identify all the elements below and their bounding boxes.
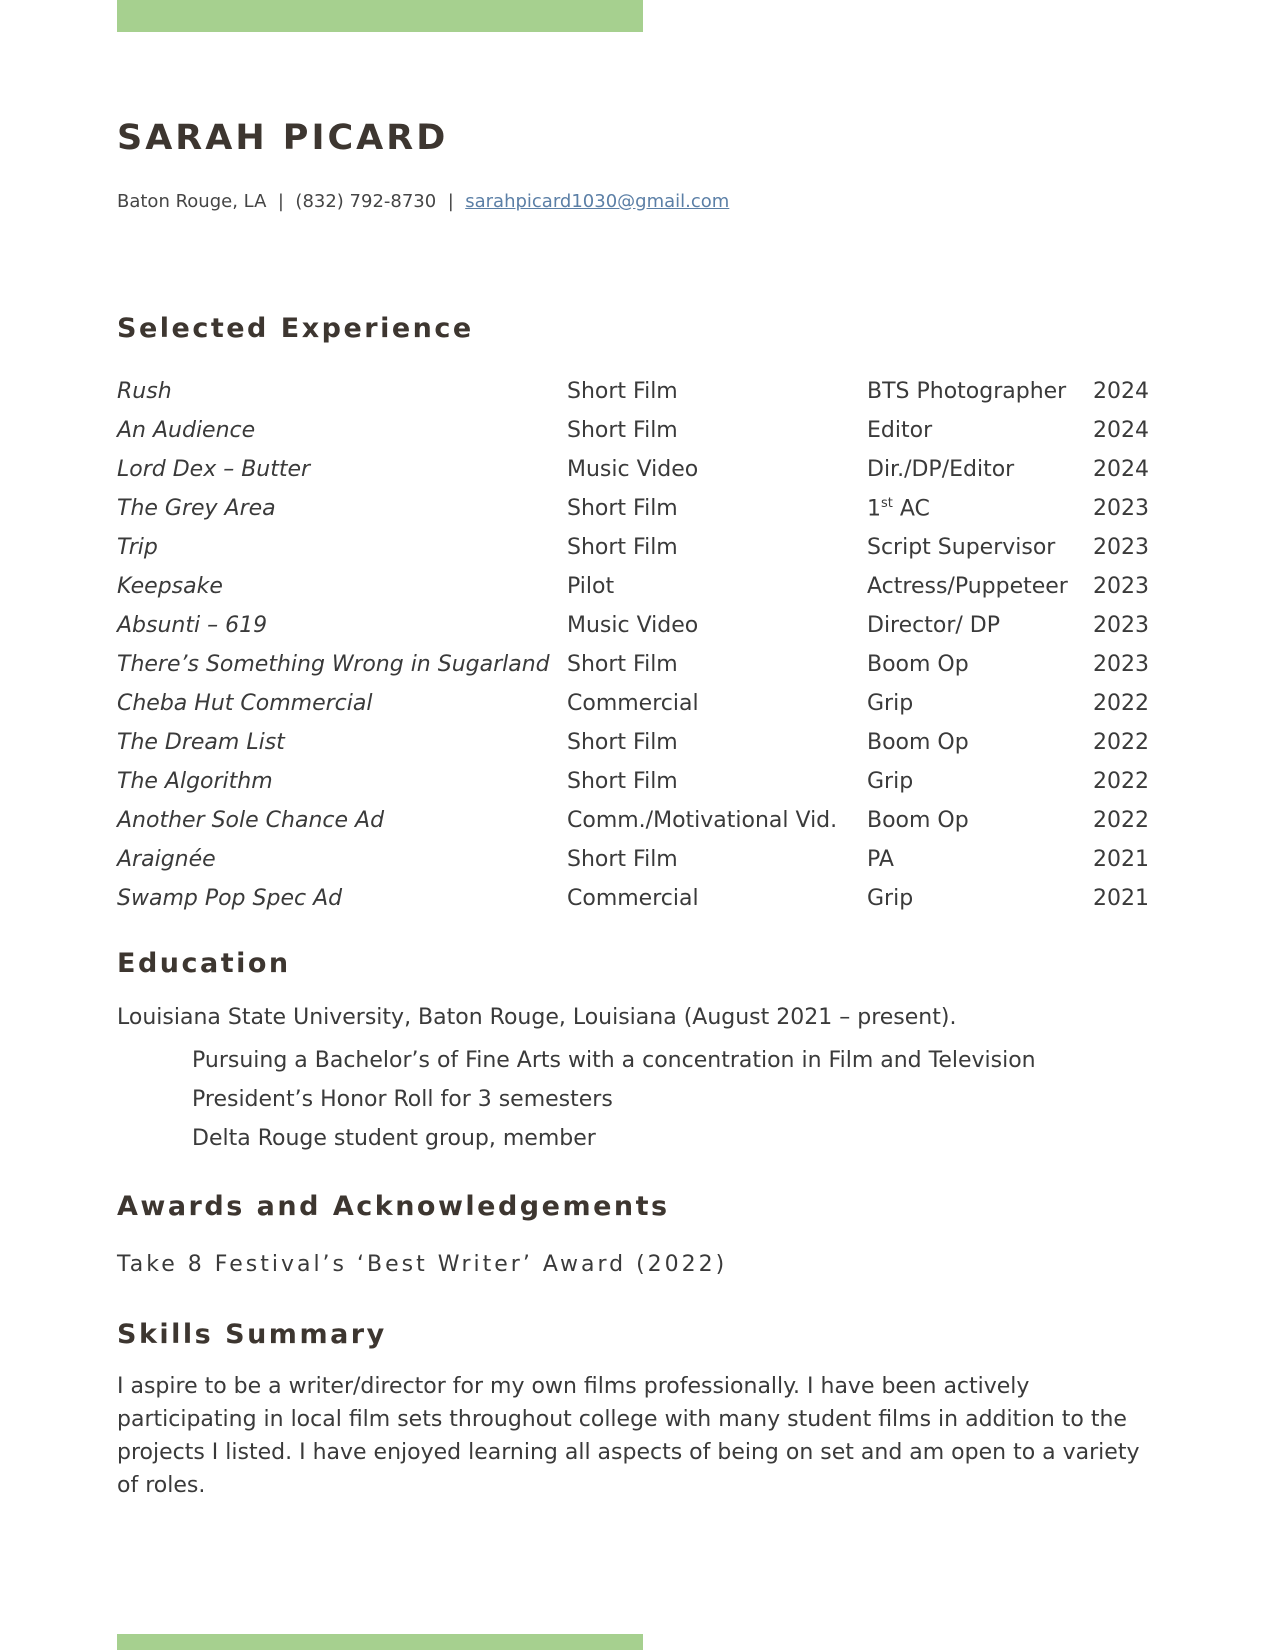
experience-year: 2022 <box>1093 769 1149 794</box>
experience-type: Short Film <box>567 535 678 560</box>
experience-year: 2021 <box>1093 886 1149 911</box>
experience-title: Cheba Hut Commercial <box>117 691 373 716</box>
experience-heading: Selected Experience <box>117 313 474 344</box>
experience-row <box>117 372 1157 411</box>
experience-year: 2024 <box>1093 379 1149 404</box>
contact-email-link[interactable]: sarahpicard1030@gmail.com <box>465 191 730 212</box>
experience-title: There’s Something Wrong in Sugarland <box>117 652 550 677</box>
experience-type: Commercial <box>567 886 699 911</box>
experience-type: Short Film <box>567 847 678 872</box>
experience-type: Short Film <box>567 730 678 755</box>
experience-title: Trip <box>117 535 158 560</box>
experience-year: 2024 <box>1093 457 1149 482</box>
experience-title: An Audience <box>117 418 256 443</box>
resume-name: SARAH PICARD <box>117 118 449 158</box>
experience-year: 2023 <box>1093 652 1149 677</box>
experience-role: BTS Photographer <box>867 379 1067 404</box>
experience-role: Boom Op <box>867 808 969 833</box>
experience-type: Short Film <box>567 379 678 404</box>
experience-row <box>117 450 1157 489</box>
experience-row <box>117 606 1157 645</box>
experience-role: Boom Op <box>867 652 969 677</box>
contact-separator: | <box>277 191 284 212</box>
experience-type: Commercial <box>567 691 699 716</box>
experience-row <box>117 684 1157 723</box>
experience-row <box>117 801 1157 840</box>
experience-year: 2021 <box>1093 847 1149 872</box>
experience-title: The Grey Area <box>117 496 276 521</box>
experience-role: Dir./DP/Editor <box>867 457 1015 482</box>
experience-year: 2023 <box>1093 613 1149 638</box>
experience-year: 2023 <box>1093 535 1149 560</box>
experience-type: Short Film <box>567 496 678 521</box>
experience-row <box>117 528 1157 567</box>
contact-location: Baton Rouge, LA <box>117 191 267 212</box>
experience-title: The Algorithm <box>117 769 273 794</box>
contact-separator: | <box>447 191 454 212</box>
awards-heading: Awards and Acknowledgements <box>117 1191 670 1222</box>
experience-role: Grip <box>867 769 914 794</box>
experience-year: 2024 <box>1093 418 1149 443</box>
experience-role: 1st AC <box>867 495 930 522</box>
experience-role: Actress/Puppeteer <box>867 574 1068 599</box>
education-detail-item: President’s Honor Roll for 3 semesters <box>192 1087 613 1112</box>
experience-type: Pilot <box>567 574 615 599</box>
award-item: Take 8 Festival’s ‘Best Writer’ Award (2022) <box>117 1252 728 1277</box>
contact-phone: (832) 792-8730 <box>295 191 437 212</box>
experience-type: Music Video <box>567 613 699 638</box>
experience-type: Short Film <box>567 652 678 677</box>
experience-type: Short Film <box>567 418 678 443</box>
experience-title: Rush <box>117 379 172 404</box>
experience-role: PA <box>867 847 894 872</box>
experience-row <box>117 840 1157 879</box>
experience-row <box>117 489 1157 528</box>
experience-row <box>117 645 1157 684</box>
experience-type: Comm./Motivational Vid. <box>567 808 838 833</box>
experience-row <box>117 879 1157 918</box>
experience-row <box>117 567 1157 606</box>
education-detail-item: Delta Rouge student group, member <box>192 1126 596 1151</box>
experience-year: 2022 <box>1093 808 1149 833</box>
experience-type: Short Film <box>567 769 678 794</box>
experience-type: Music Video <box>567 457 699 482</box>
experience-title: Another Sole Chance Ad <box>117 808 385 833</box>
experience-title: The Dream List <box>117 730 285 755</box>
experience-role: Director/ DP <box>867 613 1000 638</box>
experience-year: 2022 <box>1093 691 1149 716</box>
experience-title: Swamp Pop Spec Ad <box>117 886 343 911</box>
experience-role: Grip <box>867 886 914 911</box>
experience-title: Lord Dex – Butter <box>117 457 311 482</box>
skills-heading: Skills Summary <box>117 1319 387 1350</box>
experience-title: Araignée <box>117 847 216 872</box>
education-school: Louisiana State University, Baton Rouge, Louisiana (August 2021 – present). <box>117 1005 957 1030</box>
experience-role: Grip <box>867 691 914 716</box>
experience-title: Keepsake <box>117 574 223 599</box>
bottom-accent-bar <box>117 1634 643 1650</box>
experience-row <box>117 411 1157 450</box>
experience-row <box>117 762 1157 801</box>
experience-role: Boom Op <box>867 730 969 755</box>
experience-row <box>117 723 1157 762</box>
experience-title: Absunti – 619 <box>117 613 268 638</box>
experience-year: 2023 <box>1093 574 1149 599</box>
experience-year: 2022 <box>1093 730 1149 755</box>
experience-role: Editor <box>867 418 933 443</box>
education-detail-item: Pursuing a Bachelor’s of Fine Arts with a concentration in Film and Television <box>192 1048 1036 1073</box>
education-heading: Education <box>117 948 291 979</box>
experience-role: Script Supervisor <box>867 535 1056 560</box>
skills-summary-text: I aspire to be a writer/director for my own films professionally. I have been actively participating in local film sets throughout college with many student films in addition to the projects I listed. I have enjoyed learning all aspects of being on set and am open to a variety of roles. <box>117 1374 1140 1498</box>
contact-line <box>117 191 729 212</box>
education-details <box>192 1046 1036 1163</box>
top-accent-bar <box>117 0 643 32</box>
experience-table <box>117 372 1157 918</box>
experience-year: 2023 <box>1093 496 1149 521</box>
